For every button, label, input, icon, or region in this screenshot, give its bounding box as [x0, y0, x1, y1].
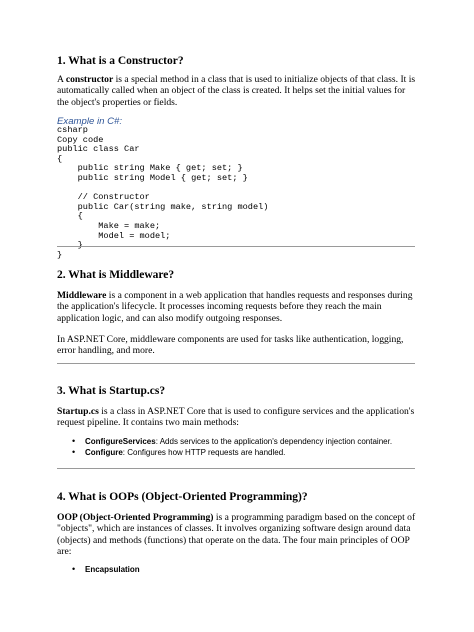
- section-divider: [57, 468, 415, 469]
- section-3-heading: 3. What is Startup.cs?: [57, 385, 166, 397]
- section-4-intro: [57, 512, 417, 558]
- bullet-list: [57, 564, 427, 575]
- term-startup: Startup.cs: [57, 406, 99, 417]
- intro-prefix: A: [57, 74, 66, 85]
- section-divider: [57, 246, 415, 247]
- list-item: • Configure: Configures how HTTP requests are handled.: [57, 447, 427, 458]
- section-2-heading: 2. What is Middleware?: [57, 269, 175, 281]
- section-4-heading: 4. What is OOPs (Object-Oriented Programming)?: [57, 491, 308, 503]
- section-1-intro: [57, 74, 417, 108]
- section-2-intro: [57, 290, 417, 324]
- term-oop: OOP (Object-Oriented Programming): [57, 512, 214, 523]
- section-1-heading: 1. What is a Constructor?: [57, 55, 184, 67]
- section-2-para: In ASP.NET Core, middleware components are used for tasks like authentication, logging, error handling, and more.: [57, 334, 404, 357]
- intro-text: is a special method in a class that is used to initialize objects of that class. It is automatically called when an object of the class is created. It helps set the initial values for the object's properties or fields.: [57, 74, 416, 108]
- list-item: • ConfigureServices: Adds services to the application's dependency injection container.: [57, 436, 427, 447]
- example-label: Example in C#:: [57, 116, 123, 127]
- section-divider: [57, 363, 415, 364]
- intro-text: is a component in a web application that handles requests and responses during the application's lifecycle. It processes incoming requests before they reach the main application logic, and can also modify outgoing responses.: [57, 290, 413, 324]
- list-item: • Encapsulation: [57, 564, 427, 575]
- intro-text: is a class in ASP.NET Core that is used to configure services and the application's request pipeline. It contains two main methods:: [57, 406, 415, 429]
- intro-text: is a programming paradigm based on the concept of "objects", which are instances of classes. It involves organizing software design around data (objects) and methods (functions) that operate on the data. The four main principles of OOP are:: [57, 512, 416, 558]
- section-3-intro: [57, 406, 417, 429]
- term-middleware: Middleware: [57, 290, 107, 301]
- term-constructor: constructor: [65, 74, 114, 85]
- code-block: csharp Copy code public class Car { public string Make { get; set; } public string Model { get; set; } // Constructor public Car(string make, string model) { Make = make; Model = model; } }: [57, 125, 269, 260]
- bullet-list: [57, 436, 427, 458]
